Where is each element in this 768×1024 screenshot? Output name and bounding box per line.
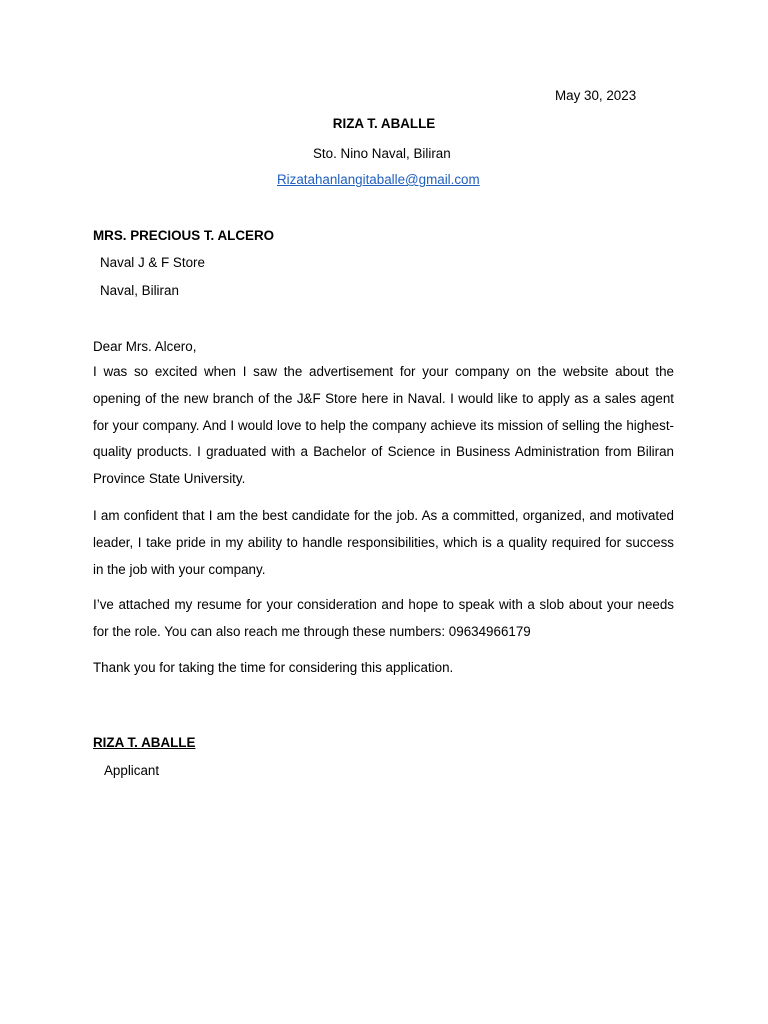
salutation: Dear Mrs. Alcero, bbox=[93, 339, 197, 354]
signature-role: Applicant bbox=[104, 763, 160, 778]
sender-name: RIZA T. ABALLE bbox=[332, 116, 436, 131]
body-paragraph-4: Thank you for taking the time for considering this application. bbox=[93, 660, 454, 675]
recipient-name: MRS. PRECIOUS T. ALCERO bbox=[93, 228, 275, 243]
signature-name: RIZA T. ABALLE bbox=[93, 735, 196, 750]
sender-email-link[interactable]: Rizatahanlangitaballe@gmail.com bbox=[277, 172, 480, 187]
body-paragraph-3: I’ve attached my resume for your consideration and hope to speak with a slob about your needs for the role. You can also reach me through these numbers: 09634966179 bbox=[93, 597, 674, 639]
body-paragraph-2: I am confident that I am the best candidate for the job. As a committed, organized, and motivated leader, I take pride in my ability to handle responsibilities, which is a quality required for success in the job with your company. bbox=[93, 508, 674, 577]
letter-date: May 30, 2023 bbox=[555, 88, 637, 103]
sender-name-row bbox=[0, 116, 768, 132]
recipient-address: Naval, Biliran bbox=[100, 283, 179, 298]
body-paragraph-1: I was so excited when I saw the advertisement for your company on the website about the opening of the new branch of the J&F Store here in Naval. I would like to apply as a sales agent for your company. And I would love to help the company achieve its mission of selling the highest-quality products. I graduated with a Bachelor of Science in Business Administration from Biliran Province State University. bbox=[93, 364, 674, 487]
sender-address: Sto. Nino Naval, Biliran bbox=[313, 146, 451, 161]
recipient-company: Naval J & F Store bbox=[100, 255, 205, 270]
